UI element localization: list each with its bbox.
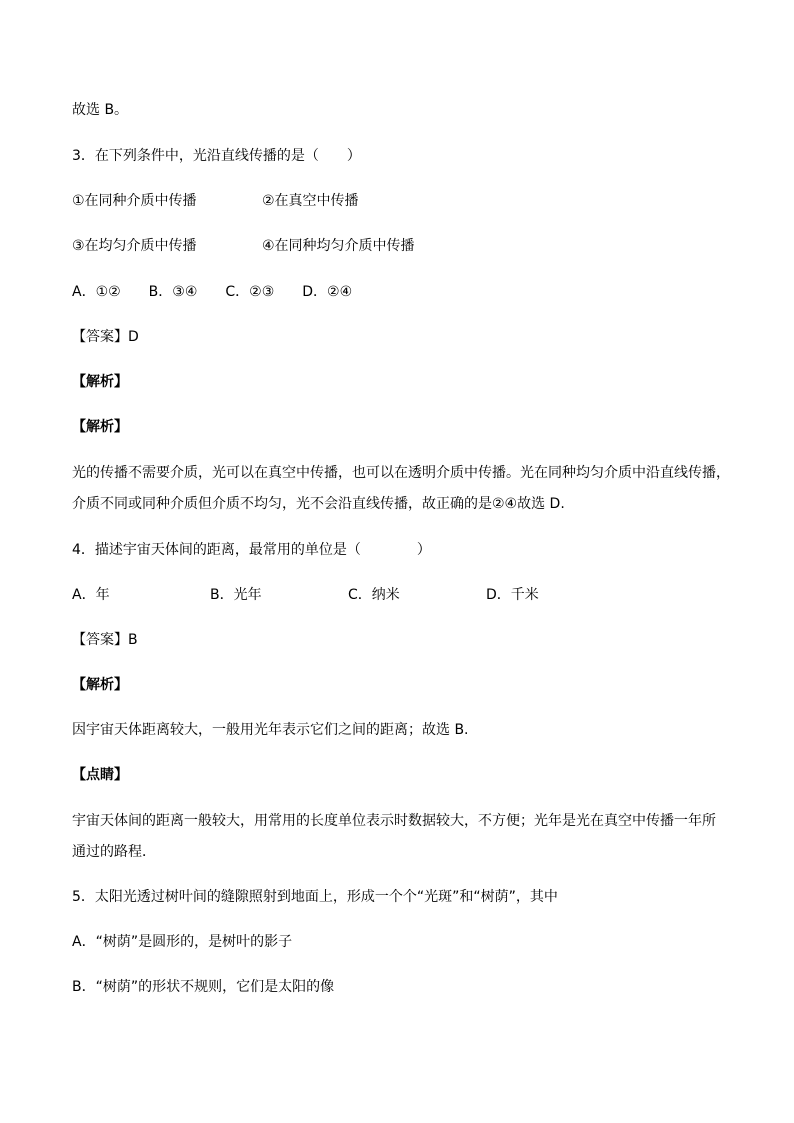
question-4-comment-heading: 【点睛】 — [72, 767, 128, 783]
question-3-condition-1: ①在同种介质中传播 — [72, 193, 197, 209]
conclusion-text: 故选 B。 — [72, 102, 129, 118]
question-3-condition-3: ③在均匀介质中传播 — [72, 238, 197, 254]
question-3-options: A．①② B．③④ C．②③ D．②④ — [72, 284, 353, 300]
question-4-option-b: B．光年 — [210, 587, 262, 603]
question-3-analysis-heading-2: 【解析】 — [72, 419, 128, 435]
question-5-option-a: A．“树荫”是圆形的，是树叶的影子 — [72, 934, 293, 950]
question-3-analysis-heading-1: 【解析】 — [72, 374, 128, 390]
question-4-comment-line-2: 通过的路程． — [72, 844, 156, 860]
question-4-answer: 【答案】B — [72, 632, 138, 648]
question-4-option-c: C．纳米 — [348, 587, 400, 603]
question-5-stem: 5．太阳光透过树叶间的缝隙照射到地面上，形成一个个“光斑”和“树荫”，其中 — [72, 889, 558, 905]
question-4-explanation: 因宇宙天体距离较大，一般用光年表示它们之间的距离；故选 B. — [72, 722, 469, 738]
question-3-explanation-line-2: 介质不同或同种介质但介质不均匀，光不会沿直线传播，故正确的是②④故选 D. — [72, 496, 565, 512]
question-5-option-b: B．“树荫”的形状不规则，它们是太阳的像 — [72, 979, 335, 995]
question-3-condition-4: ④在同种均匀介质中传播 — [262, 238, 415, 254]
question-4-option-d: D．千米 — [486, 587, 539, 603]
question-4-option-a: A．年 — [72, 587, 110, 603]
question-4-analysis-heading: 【解析】 — [72, 677, 128, 693]
question-4-stem: 4．描述宇宙天体间的距离，最常用的单位是（ ） — [72, 542, 431, 558]
question-4-comment-line-1: 宇宙天体间的距离一般较大，用常用的长度单位表示时数据较大，不方便；光年是光在真空中传播一年所 — [72, 813, 716, 829]
question-3-stem: 3．在下列条件中，光沿直线传播的是（ ） — [72, 148, 361, 164]
question-3-explanation-line-1: 光的传播不需要介质，光可以在真空中传播，也可以在透明介质中传播。光在同种均匀介质中沿直线传播， — [72, 465, 730, 481]
question-3-answer: 【答案】D — [72, 329, 139, 345]
question-3-condition-2: ②在真空中传播 — [262, 193, 359, 209]
